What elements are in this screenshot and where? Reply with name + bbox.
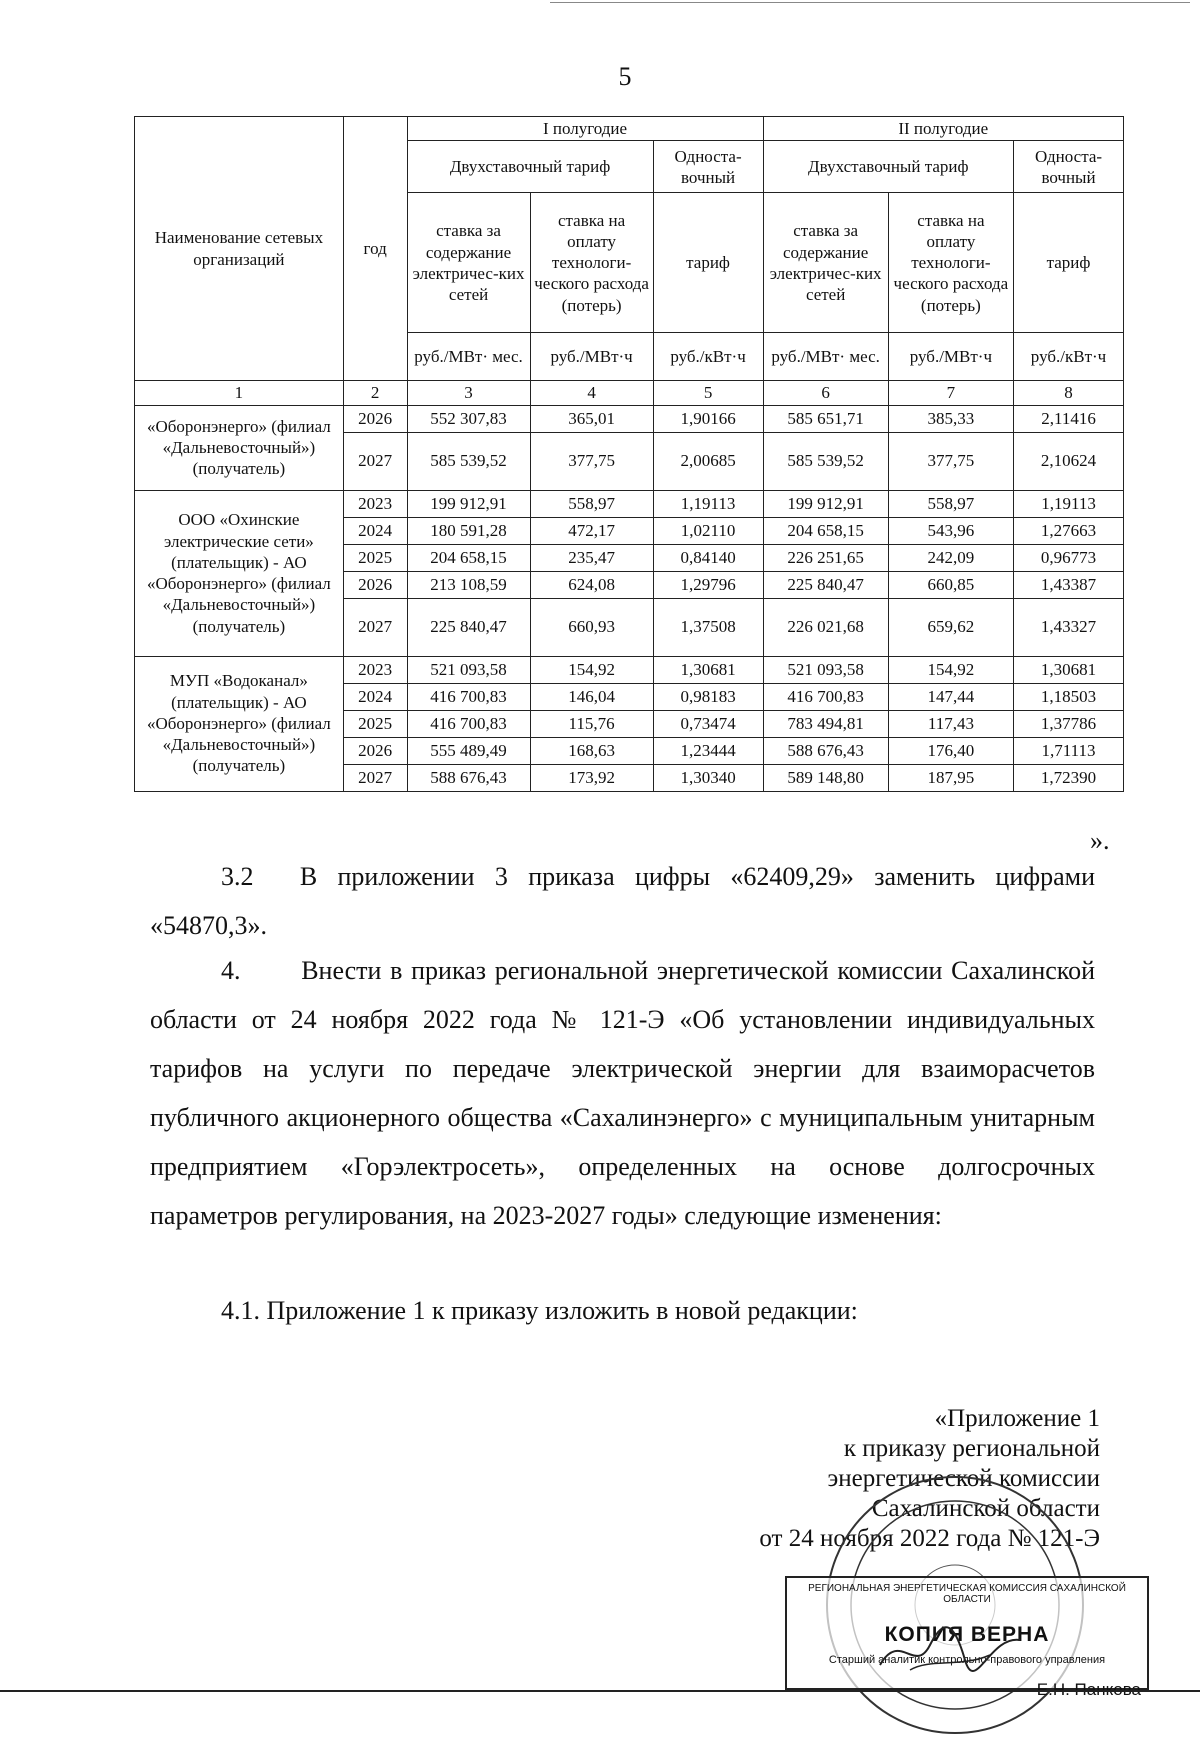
value-cell: 235,47 (530, 544, 653, 571)
value-cell: 146,04 (530, 683, 653, 710)
value-cell: 2,10624 (1014, 432, 1124, 490)
value-cell: 225 840,47 (763, 571, 888, 598)
value-cell: 521 093,58 (407, 656, 530, 683)
value-cell: 213 108,59 (407, 571, 530, 598)
value-cell: 585 539,52 (763, 432, 888, 490)
tariff-table-body (135, 405, 1124, 791)
col-number: 3 (407, 381, 530, 405)
value-cell: 168,63 (530, 737, 653, 764)
header-one-rate-bottom-1: тариф (653, 193, 763, 333)
value-cell: 180 591,28 (407, 517, 530, 544)
value-cell: 225 840,47 (407, 598, 530, 656)
value-cell: 558,97 (888, 490, 1013, 517)
header-org: Наименование сетевых организаций (135, 117, 344, 381)
value-cell: 1,19113 (1014, 490, 1124, 517)
value-cell: 543,96 (888, 517, 1013, 544)
value-cell: 1,23444 (653, 737, 763, 764)
appendix-line: энергетической комиссии (827, 1465, 1100, 1492)
header-one-rate-bottom-2: тариф (1014, 193, 1124, 333)
value-cell: 204 658,15 (763, 517, 888, 544)
value-cell: 0,84140 (653, 544, 763, 571)
value-cell: 416 700,83 (407, 683, 530, 710)
value-cell: 226 021,68 (763, 598, 888, 656)
org-name-cell: ООО «Охинские электрические сети» (плательщик) - АО «Оборонэнерго» (филиал «Дальневосточный») (получатель) (135, 490, 344, 656)
value-cell: 176,40 (888, 737, 1013, 764)
unit-single-2: руб./кВт·ч (1014, 333, 1124, 381)
col-number: 2 (343, 381, 407, 405)
value-cell: 1,19113 (653, 490, 763, 517)
header-year: год (343, 117, 407, 381)
value-cell: 1,71113 (1014, 737, 1124, 764)
year-cell: 2027 (343, 432, 407, 490)
value-cell: 552 307,83 (407, 405, 530, 432)
year-cell: 2023 (343, 656, 407, 683)
value-cell: 1,37508 (653, 598, 763, 656)
value-cell: 783 494,81 (763, 710, 888, 737)
header-rate-loss-2: ставка на оплату технологи-ческого расхода (потерь) (888, 193, 1013, 333)
value-cell: 365,01 (530, 405, 653, 432)
signature-icon (870, 1620, 1030, 1680)
header-one-rate-top-1: Односта-вочный (653, 141, 763, 193)
value-cell: 555 489,49 (407, 737, 530, 764)
value-cell: 416 700,83 (407, 710, 530, 737)
value-cell: 1,43387 (1014, 571, 1124, 598)
value-cell: 385,33 (888, 405, 1013, 432)
value-cell: 0,96773 (1014, 544, 1124, 571)
value-cell: 154,92 (530, 656, 653, 683)
appendix-line: «Приложение 1 (934, 1405, 1100, 1432)
org-name-cell: МУП «Водоканал» (плательщик) - АО «Оборонэнерго» (филиал «Дальневосточный») (получатель) (135, 656, 344, 791)
header-rate-maint-1: ставка за содержание электричес-ких сетей (407, 193, 530, 333)
year-cell: 2027 (343, 764, 407, 791)
paragraph-4-1: 4.1. Приложение 1 к приказу изложить в новой редакции: (221, 1296, 858, 1325)
value-cell: 242,09 (888, 544, 1013, 571)
value-cell: 1,30340 (653, 764, 763, 791)
value-cell: 115,76 (530, 710, 653, 737)
value-cell: 659,62 (888, 598, 1013, 656)
value-cell: 416 700,83 (763, 683, 888, 710)
page-number: 5 (618, 62, 632, 91)
top-scan-line (550, 2, 1190, 3)
header-half1: I полугодие (407, 117, 763, 141)
appendix-line: Сахалинской области (871, 1495, 1100, 1522)
closing-quote: ». (1090, 826, 1110, 855)
year-cell: 2026 (343, 571, 407, 598)
table-row (135, 656, 1124, 683)
unit-loss-2: руб./МВт·ч (888, 333, 1013, 381)
value-cell: 199 912,91 (763, 490, 888, 517)
col-number: 7 (888, 381, 1013, 405)
value-cell: 660,93 (530, 598, 653, 656)
value-cell: 204 658,15 (407, 544, 530, 571)
value-cell: 1,18503 (1014, 683, 1124, 710)
value-cell: 187,95 (888, 764, 1013, 791)
value-cell: 0,98183 (653, 683, 763, 710)
col-number: 5 (653, 381, 763, 405)
appendix-line: от 24 ноября 2022 года № 121-Э (759, 1525, 1100, 1552)
tariff-table (134, 116, 1124, 792)
value-cell: 1,72390 (1014, 764, 1124, 791)
value-cell: 1,37786 (1014, 710, 1124, 737)
value-cell: 521 093,58 (763, 656, 888, 683)
value-cell: 585 651,71 (763, 405, 888, 432)
year-cell: 2026 (343, 405, 407, 432)
unit-maint-1: руб./МВт· мес. (407, 333, 530, 381)
value-cell: 660,85 (888, 571, 1013, 598)
header-two-rate-2: Двухставочный тариф (763, 141, 1014, 193)
value-cell: 472,17 (530, 517, 653, 544)
header-rate-maint-2: ставка за содержание электричес-ких сетей (763, 193, 888, 333)
unit-single-1: руб./кВт·ч (653, 333, 763, 381)
org-name-cell: «Оборонэнерго» (филиал «Дальневосточный») (получатель) (135, 405, 344, 490)
value-cell: 154,92 (888, 656, 1013, 683)
stamp-signer-name: Е.Н. Панкова (1036, 1680, 1141, 1699)
value-cell: 585 539,52 (407, 432, 530, 490)
col-number: 6 (763, 381, 888, 405)
value-cell: 377,75 (888, 432, 1013, 490)
unit-loss-1: руб./МВт·ч (530, 333, 653, 381)
year-cell: 2026 (343, 737, 407, 764)
header-two-rate-1: Двухставочный тариф (407, 141, 653, 193)
paragraph-4: 4. Внести в приказ региональной энергетической комиссии Сахалинской области от 24 ноября 2022 года № 121-Э «Об установлении индивидуальных тарифов на услуги по передаче электрической энергии для взаиморасчетов публичного акционерного общества «Сахалинэнерго» с муниципальным унитарным предприятием «Горэлектросеть», определенных на основе долгосрочных параметров регулирования, на 2023-2027 годы» следующие изменения: (150, 956, 1095, 1230)
year-cell: 2024 (343, 683, 407, 710)
value-cell: 226 251,65 (763, 544, 888, 571)
header-half2: II полугодие (763, 117, 1124, 141)
value-cell: 624,08 (530, 571, 653, 598)
value-cell: 1,30681 (653, 656, 763, 683)
value-cell: 117,43 (888, 710, 1013, 737)
appendix-line: к приказу региональной (843, 1435, 1100, 1462)
value-cell: 1,02110 (653, 517, 763, 544)
value-cell: 1,29796 (653, 571, 763, 598)
value-cell: 2,11416 (1014, 405, 1124, 432)
year-cell: 2025 (343, 710, 407, 737)
paragraph-3-2: 3.2 В приложении 3 приказа цифры «62409,29» заменить цифрами «54870,3». (150, 862, 1095, 940)
value-cell: 199 912,91 (407, 490, 530, 517)
value-cell: 0,73474 (653, 710, 763, 737)
col-number: 1 (135, 381, 344, 405)
value-cell: 558,97 (530, 490, 653, 517)
unit-maint-2: руб./МВт· мес. (763, 333, 888, 381)
value-cell: 1,27663 (1014, 517, 1124, 544)
year-cell: 2023 (343, 490, 407, 517)
bottom-scan-line (0, 1690, 1200, 1692)
year-cell: 2025 (343, 544, 407, 571)
stamp-title: КОПИЯ ВЕРНА (884, 1623, 1050, 1646)
year-cell: 2027 (343, 598, 407, 656)
header-rate-loss-1: ставка на оплату технологи-ческого расхода (потерь) (530, 193, 653, 333)
year-cell: 2024 (343, 517, 407, 544)
col-number: 4 (530, 381, 653, 405)
col-number: 8 (1014, 381, 1124, 405)
table-row (135, 405, 1124, 432)
value-cell: 1,30681 (1014, 656, 1124, 683)
value-cell: 588 676,43 (407, 764, 530, 791)
header-one-rate-top-2: Односта-вочный (1014, 141, 1124, 193)
value-cell: 147,44 (888, 683, 1013, 710)
stamp-role: Старший аналитик контрольно-правового управления (828, 1654, 1106, 1666)
value-cell: 1,43327 (1014, 598, 1124, 656)
value-cell: 2,00685 (653, 432, 763, 490)
stamp-organization: РЕГИОНАЛЬНАЯ ЭНЕРГЕТИЧЕСКАЯ КОМИССИЯ САХАЛИНСКОЙ ОБЛАСТИ (808, 1583, 1126, 1605)
value-cell: 1,90166 (653, 405, 763, 432)
value-cell: 588 676,43 (763, 737, 888, 764)
value-cell: 377,75 (530, 432, 653, 490)
value-cell: 589 148,80 (763, 764, 888, 791)
table-row (135, 490, 1124, 517)
value-cell: 173,92 (530, 764, 653, 791)
